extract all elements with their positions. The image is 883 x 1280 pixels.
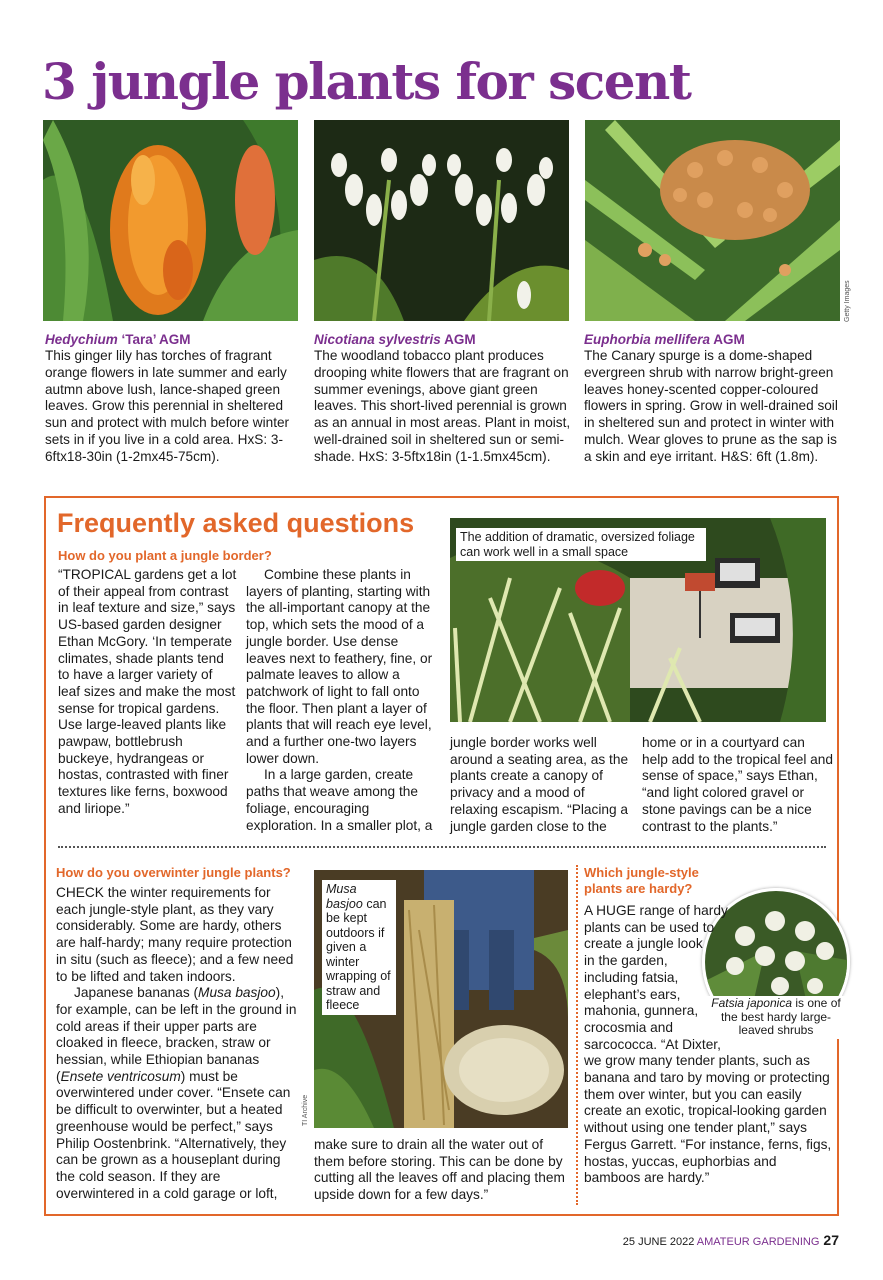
- plant-description: This ginger lily has torches of fragrant orange flowers in late summer and early autmn above lush, lance-shaped green leaves. Grow this perennial in sheltered sun and protect with mulch before winter sets in if you live in a cold area. HxS: 3-6ftx18-30in (1-2mx45-75cm).: [45, 348, 290, 464]
- plant-card-euphorbia: [584, 332, 840, 466]
- question-jungle-border: How do you plant a jungle border?: [58, 548, 272, 563]
- q1-column-1: “TROPICAL gardens get a lot of their appeal from contrast in leaf texture and size,” says US-based garden designer Ethan McGory. ‘In temperate climates, shade plants tend to have a larger variety of leaf sizes and make the most sense for tropical gardens. Use large-leaved plants like pawpaw, bottlebrush buckeye, hydrangeas or hostas, contrasted with finer textures like ferns, boxwood and liriope.”: [58, 567, 237, 816]
- magazine-name: AMATEUR GARDENING: [696, 1236, 820, 1248]
- fatsia-photo-caption: Fatsia japonica is one of the best hardy large-leaved shrubs: [706, 996, 846, 1039]
- faq-title: Frequently asked questions: [57, 508, 415, 538]
- musa-photo-caption: Musa basjoo can be kept outdoors if given a winter wrapping of straw and fleece: [322, 880, 396, 1015]
- question-hardy-plants: Which jungle-style plants are hardy?: [584, 865, 699, 896]
- column-divider: [576, 865, 578, 1205]
- hedychium-photo: [43, 120, 298, 321]
- q1-column-4: home or in a courtyard can help add to the tropical feel and sense of space,” says Ethan, “and light colored gravel or stone pavings can be a nice contrast to the plants.”: [642, 735, 834, 834]
- q2-column-1: CHECK the winter requirements for each jungle-style plant, as they vary considerably. Some are hardy, others are half-hardy; many require protection in situ (such as fleece); and a few need to be lifted and taken indoors. Japanese bananas (Musa basjoo), for example, can be left in the ground in cold areas if their upper parts are cloaked in fleece, bracken, straw or hessian, while Ethiopian bananas (Ensete ventricosum) must be overwintered under cover. “Ensete can be difficult to overwinter, but a heated greenhouse would be perfect,” says Philip Oostenbrink. “Alternatively, they can be grown as a houseplant during the cold season. If they are overwintered in a cold garage or loft,: [56, 885, 297, 1201]
- plant-description: The woodland tobacco plant produces drooping white flowers that are fragrant on summer evenings, above giant green leaves. This short-lived perennial is grown as an annual in most areas. Plant in moist, well-drained soil in sheltered sun or semi-shade. HxS: 3-5ftx18in (1-1.5mx45cm).: [314, 348, 571, 464]
- q3-column: A HUGE range of hardy plants can be used to create a jungle look in the garden, including fatsia, elephant’s ears, mahonia, gunnera, crocosmia and sarcococca. “At Dixter, we grow many tender plants, such as banana and taro by moving or protecting them over winter, but you can easily create an exotic, tropical-looking garden without using one tender plant,” says Fergus Garrett. “For instance, ferns, figs, hostas, yuccas, euphorbias and bamboos are hardy.”: [584, 903, 832, 1186]
- nicotiana-photo: [314, 120, 569, 321]
- page-number: 27: [823, 1232, 839, 1248]
- question-overwinter: How do you overwinter jungle plants?: [56, 865, 291, 880]
- page-headline: 3 jungle plants for scent: [42, 52, 691, 111]
- photo-credit-ti-archive: TI Archive: [302, 1094, 309, 1126]
- plant-name: Nicotiana sylvestris AGM: [314, 332, 476, 347]
- plant-card-nicotiana: [314, 332, 572, 466]
- q2-column-2: make sure to drain all the water out of them before storing. This can be done by cutting all the leaves off and placing them upside down for a few days.”: [314, 1137, 565, 1203]
- q1-column-2: Combine these plants in layers of planting, starting with the all-important canopy at the top, which sets the mood of a jungle border. Use dense leaves next to feathery, fine, or palmate leaves to allow a patchwork of light to fall onto the floor. Then plant a layer of plants that will reach eye level, and a further one-two layers lower down. In a large garden, create paths that weave among the foliage, encouraging exploration. In a smaller plot, a: [246, 567, 433, 833]
- plant-card-hedychium: [45, 332, 300, 466]
- plant-name: Euphorbia mellifera AGM: [584, 332, 745, 347]
- issue-date: 25 JUNE 2022: [622, 1236, 697, 1248]
- page-footer: [623, 1232, 839, 1248]
- photo-credit-top: Getty Images: [844, 280, 851, 322]
- plant-name: Hedychium ‘Tara’ AGM: [45, 332, 191, 347]
- garden-photo-caption: The addition of dramatic, oversized foliage can work well in a small space: [456, 528, 706, 561]
- plant-description: The Canary spurge is a dome-shaped evergreen shrub with narrow bright-green leaves honey-scented copper-coloured flowers in spring. Grow in well-drained soil in sheltered sun and protect in winter with mulch. Wear gloves to prune as the sap is a skin and eye irritant. H&S: 6ft (1.8m).: [584, 348, 838, 464]
- euphorbia-photo: [585, 120, 840, 321]
- section-divider: [58, 846, 826, 848]
- q1-column-3: jungle border works well around a seating area, as the plants create a canopy of privacy and a mood of relaxing escapism. “Placing a jungle garden close to the: [450, 735, 629, 834]
